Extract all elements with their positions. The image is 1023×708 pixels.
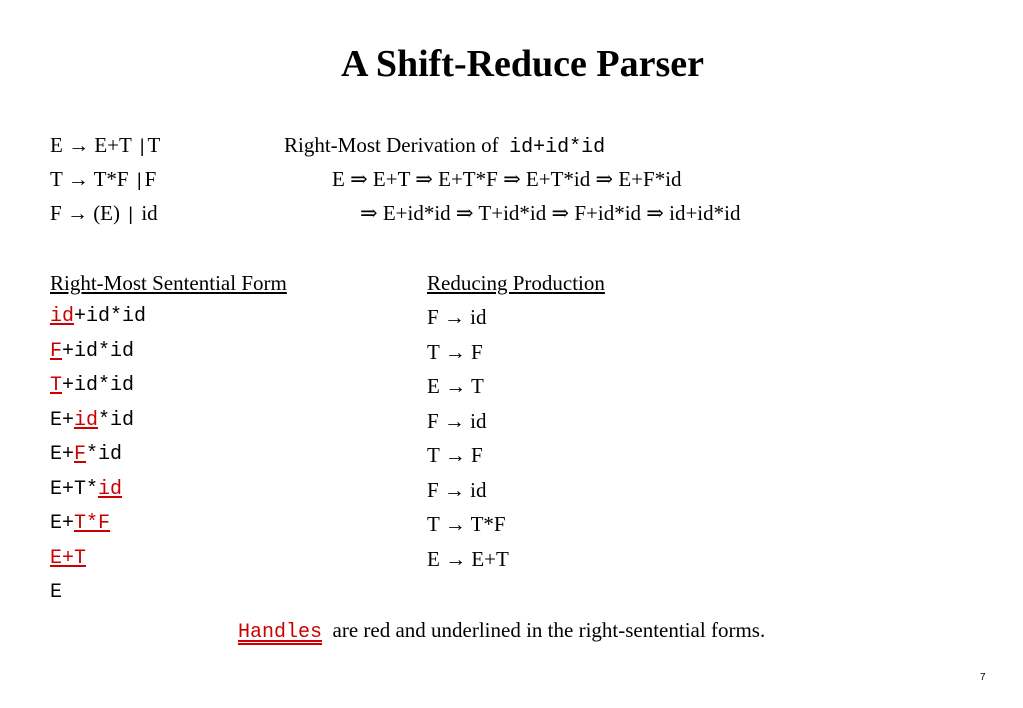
- form-text: E+: [50, 512, 75, 535]
- table-row-sentential-form: [50, 337, 134, 367]
- handle: T*F: [74, 512, 111, 535]
- table-row-sentential-form: [50, 509, 110, 539]
- alternative-separator: |: [136, 138, 148, 158]
- table-row-sentential-form: [50, 440, 122, 470]
- handle: F: [50, 340, 63, 363]
- derivation-heading: [284, 130, 605, 163]
- grammar-rule-e: [50, 130, 160, 163]
- rule-alternative: (E): [93, 201, 121, 225]
- form-text: +id*id: [74, 305, 147, 328]
- column-header-sentential-form: Right-Most Sentential Form: [50, 271, 287, 295]
- form-text: *id: [86, 443, 123, 466]
- form-text: E+: [50, 409, 75, 432]
- form-text: E: [50, 581, 63, 604]
- slide-title: A Shift-Reduce Parser: [340, 43, 705, 85]
- table-row-sentential-form: [50, 544, 86, 574]
- arrow-symbol: →: [66, 201, 88, 225]
- table-row-production: T → T*F: [427, 512, 506, 536]
- rule-alternative: T*F: [93, 167, 129, 191]
- rule-lhs: E: [50, 133, 63, 157]
- rule-alternative: E+T: [94, 133, 132, 157]
- rule-lhs: T: [50, 167, 63, 191]
- grammar-rule-t: [50, 164, 156, 197]
- derivation-heading-text: Right-Most Derivation of: [284, 133, 499, 157]
- handle: id: [98, 478, 123, 501]
- arrow-symbol: →: [68, 133, 90, 157]
- table-row-sentential-form: [50, 578, 62, 608]
- grammar-rule-f: [50, 198, 158, 231]
- table-row-production: F → id: [427, 305, 487, 329]
- alternative-separator: |: [133, 172, 145, 192]
- table-row-production: F → id: [427, 478, 487, 502]
- table-row-production: E → T: [427, 374, 484, 398]
- page-number: 7: [980, 672, 986, 683]
- table-row-sentential-form: [50, 302, 146, 332]
- form-text: E+T*: [50, 478, 99, 501]
- handle: T: [50, 374, 63, 397]
- table-row-production: T → F: [427, 340, 483, 364]
- footnote-text: are red and underlined in the right-sentential forms.: [332, 618, 766, 642]
- handle: E+T: [50, 547, 87, 570]
- table-row-sentential-form: [50, 406, 134, 436]
- handles-label: Handles: [238, 621, 323, 644]
- rule-alternative: id: [141, 201, 158, 225]
- derivation-line-1: E ⇒ E+T ⇒ E+T*F ⇒ E+T*id ⇒ E+F*id: [332, 167, 682, 191]
- footnote: [238, 615, 765, 648]
- handle: id: [50, 305, 75, 328]
- form-text: +id*id: [62, 374, 135, 397]
- rule-lhs: F: [50, 201, 62, 225]
- table-row-sentential-form: [50, 475, 122, 505]
- handle: id: [74, 409, 99, 432]
- form-text: +id*id: [62, 340, 135, 363]
- form-text: *id: [98, 409, 135, 432]
- column-header-reducing-production: Reducing Production: [427, 271, 605, 295]
- form-text: E+: [50, 443, 75, 466]
- rule-alternative: T: [147, 133, 161, 157]
- table-row-production: E → E+T: [427, 547, 509, 571]
- rule-alternative: F: [144, 167, 157, 191]
- alternative-separator: |: [125, 206, 137, 226]
- handle: F: [74, 443, 87, 466]
- table-row-production: T → F: [427, 443, 483, 467]
- derivation-input: id+id*id: [509, 136, 606, 159]
- derivation-line-2: ⇒ E+id*id ⇒ T+id*id ⇒ F+id*id ⇒ id+id*id: [360, 201, 741, 225]
- table-row-sentential-form: [50, 371, 134, 401]
- table-row-production: F → id: [427, 409, 487, 433]
- arrow-symbol: →: [67, 167, 89, 191]
